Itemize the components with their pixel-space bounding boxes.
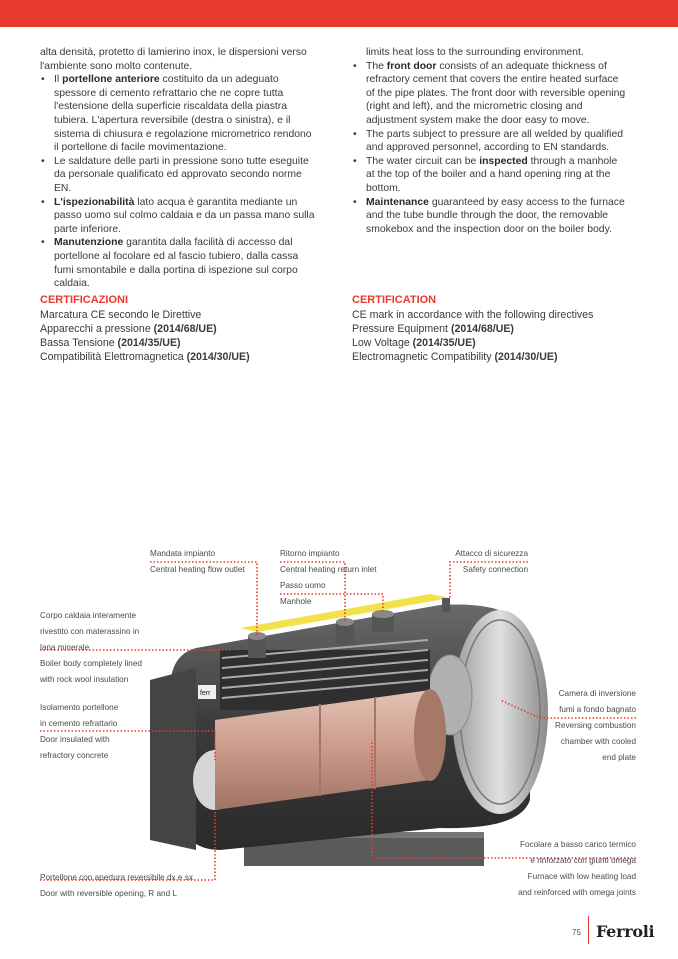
label-furnace: Focolare a basso carico termico e rinforzato con giunti omega Furnace with low heating load and reinforced with omega joints — [518, 840, 636, 897]
bullet-item: • The water circuit can be inspected through a manhole at the top of the boiler and a hand opening ring at the bottom. — [352, 155, 627, 196]
cert-line: Compatibilità Elettromagnetica (2014/30/UE) — [40, 351, 250, 363]
cert-line: Marcatura CE secondo le Direttive — [40, 309, 202, 321]
label-door-insulation: Isolamento portellone in cemento refrattario Door insulated with refractory concrete — [40, 703, 119, 760]
bullet-item: • Maintenance guaranteed by easy access to the furnace and the tube bundle through the door, the removable smokebox and the inspection door on the boiler body. — [352, 196, 627, 237]
cert-line: CE mark in accordance with the following directives — [352, 309, 594, 321]
intro-text: alta densità, protetto di lamierino inox, le dispersioni verso l'ambiente sono molto contenute. — [40, 47, 307, 72]
label-safety-connection: Attacco di sicurezza Safety connection — [455, 549, 528, 574]
page-number: 75 — [572, 928, 581, 937]
boiler-badge — [198, 685, 216, 699]
bullet-item: • The parts subject to pressure are all welded by qualified and approved personnel, according to EN standards. — [352, 128, 627, 155]
certification-title: CERTIFICAZIONI — [40, 294, 128, 306]
badge-text: ferr — [200, 690, 211, 697]
label-reversible-door: Portellone con apertura reversibile dx e sx Door with reversible opening, R and L — [40, 873, 193, 898]
label-flow-outlet: Mandata impianto Central heating flow outlet — [150, 549, 245, 574]
label-manhole: Passo uomo Manhole — [280, 581, 326, 606]
ferroli-logo: Ferroli — [596, 922, 655, 941]
bullet-item: • Manutenzione garantita dalla facilità di accesso dal portellone al focolare ed al fascio tubiero, dalla cassa fumi smontabile e dalla portina di ispezione sul corpo caldaia. — [40, 236, 315, 290]
cert-line: Pressure Equipment (2014/68/UE) — [352, 323, 514, 335]
bullet-item: • L'ispezionabilità lato acqua è garantita mediante un passo uomo sul colmo caldaia e da un passa mano sulla parte inferiore. — [40, 196, 315, 237]
label-return-inlet: Ritorno impianto Central heating return inlet — [280, 549, 377, 574]
label-reversing-chamber: Camera di inversione fumi a fondo bagnato Reversing combustion chamber with cooled end plate — [554, 689, 636, 762]
label-boiler-body: Corpo caldaia interamente rivestito con materassino in lana minerale Boiler body completely lined with rock wool insulation — [40, 611, 142, 684]
bullet-item: • The front door consists of an adequate thickness of refractory cement that covers the entire heated surface of the pipe plates. The front door with reversible opening (right and left), and the micrometric closing and adjustment system make the door easy to move. — [352, 60, 627, 128]
bullet-item: • Il portellone anteriore costituito da un adeguato spessore di cemento refrattario che ne copre tutta l'estensione della superficie riscaldata della piastra tubiera. L'apertura reversibile (destra o sinistra), e il sistema di chiusura e regolazione micrometrico rendono il portellone di facile movimentazione. — [40, 73, 315, 155]
intro-text: limits heat loss to the surrounding environment. — [366, 47, 584, 58]
cert-line: Apparecchi a pressione (2014/68/UE) — [40, 323, 217, 335]
bullet-item: • Le saldature delle parti in pressione sono tutte eseguite da personale qualificato ed approvato secondo norme EN. — [40, 155, 315, 196]
cert-line: Electromagnetic Compatibility (2014/30/UE) — [352, 351, 558, 363]
cert-line: Bassa Tensione (2014/35/UE) — [40, 337, 181, 349]
brand-divider — [588, 916, 589, 944]
certification-title: CERTIFICATION — [352, 294, 437, 306]
cert-line: Low Voltage (2014/35/UE) — [352, 337, 476, 349]
